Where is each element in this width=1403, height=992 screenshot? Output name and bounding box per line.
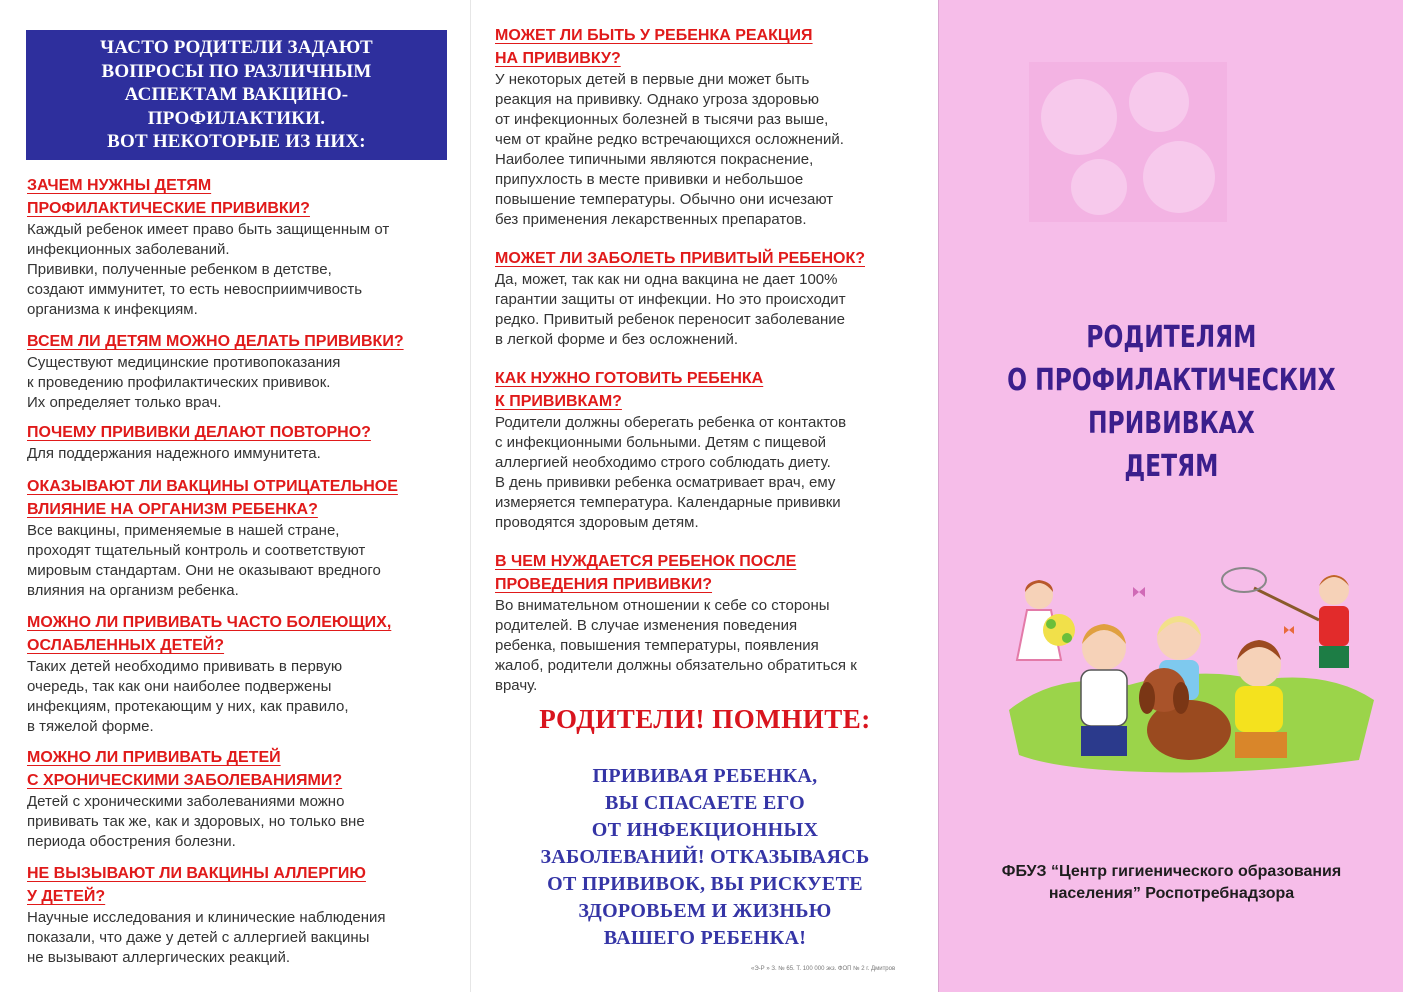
appeal-line: ЗДОРОВЬЕМ И ЖИЗНЬЮ [578, 900, 832, 922]
appeal-line: ВАШЕГО РЕБЕНКА! [603, 927, 807, 949]
children-with-dog-illustration [999, 560, 1379, 780]
answer-line: создают иммунитет, то есть невосприимчивость [27, 281, 363, 298]
org-line: ФБУЗ “Центр гигиенического образования [1001, 863, 1342, 880]
banner-line: ЧАСТО РОДИТЕЛИ ЗАДАЮТ [100, 37, 373, 58]
boy-three-pants [1235, 732, 1287, 758]
question-line: НА ПРИВИВКУ? [495, 50, 621, 67]
answer-line: аллергией необходимо строго соблюдать диету. [495, 454, 831, 471]
banner-line: ВОТ НЕКОТОРЫЕ ИЗ НИХ: [107, 131, 366, 152]
answer-line: с инфекционными больными. Детям с пищевой [495, 434, 827, 451]
answer-line: чем от крайне редко встречающихся осложнений. [495, 131, 844, 148]
qa-repeat [27, 421, 371, 464]
answer-line: показали, что даже у детей с аллергией вакцины [27, 929, 370, 946]
answer-line: Наиболее типичными являются покраснение, [495, 151, 814, 168]
answer-line: реакция на прививку. Однако угроза здоровью [495, 91, 820, 108]
cover-title-line: ПРИВИВКАХ [1087, 406, 1255, 441]
dog-ear [1139, 682, 1155, 714]
answer-line: инфекционных заболеваний. [27, 241, 230, 258]
butterfly-icon [1133, 587, 1145, 597]
flower-leaf [1046, 619, 1056, 629]
answer-line: проходят тщательный контроль и соответствуют [27, 542, 366, 559]
answer-text [27, 521, 398, 601]
answer-text [495, 70, 844, 230]
answer-text [27, 908, 386, 968]
flower-leaf [1062, 633, 1072, 643]
answer-line: без применения лекарственных препаратов. [495, 211, 807, 228]
decorative-pattern [1029, 62, 1227, 222]
boy-three-shirt [1235, 686, 1283, 732]
answer-line: от инфекционных болезней в тысячи раз выше, [495, 111, 829, 128]
qa-chronic [27, 746, 365, 852]
answer-line: Их определяет только врач. [27, 394, 222, 411]
appeal-line: ОТ ПРИВИВОК, ВЫ РИСКУЕТЕ [547, 873, 863, 895]
question-line: ПРОВЕДЕНИЯ ПРИВИВКИ? [495, 576, 713, 593]
question-line: С ХРОНИЧЕСКИМИ ЗАБОЛЕВАНИЯМИ? [27, 772, 343, 789]
answer-line: Да, может, так как ни одна вакцина не дает 100% [495, 271, 838, 288]
question-line: У ДЕТЕЙ? [27, 888, 106, 905]
question-line: В ЧЕМ НУЖДАЕТСЯ РЕБЕНОК ПОСЛЕ [495, 553, 797, 570]
answer-line: прививать так же, как и здоровых, но только вне [27, 813, 365, 830]
question-line: ОКАЗЫВАЮТ ЛИ ВАКЦИНЫ ОТРИЦАТЕЛЬНОЕ [27, 478, 398, 495]
cover-title-line: О ПРОФИЛАКТИЧЕСКИХ [1007, 363, 1336, 398]
dog-ear [1173, 682, 1189, 714]
question-heading [495, 550, 857, 596]
question-line: ПРОФИЛАКТИЧЕСКИЕ ПРИВИВКИ? [27, 200, 310, 217]
publisher-organization [939, 861, 1403, 905]
answer-line: в легкой форме и без осложнений. [495, 331, 739, 348]
answer-line: очередь, так как они наиболее подвержены [27, 678, 332, 695]
answer-line: Прививки, полученные ребенком в детстве, [27, 261, 332, 278]
answer-line: Детей с хроническими заболеваниями можно [27, 793, 345, 810]
cover-title-line: ДЕТЯМ [1124, 449, 1219, 484]
question-heading [27, 174, 389, 220]
answer-line: к проведению профилактических прививок. [27, 374, 331, 391]
answer-line: организма к инфекциям. [27, 301, 198, 318]
org-line: населения” Роспотребнадзора [1048, 885, 1295, 902]
question-heading [495, 367, 846, 413]
answer-line: Родители должны оберегать ребенка от контактов [495, 414, 847, 431]
question-line: МОЖНО ЛИ ПРИВИВАТЬ ДЕТЕЙ [27, 749, 281, 766]
appeal-text [471, 763, 939, 952]
answer-line: Существуют медицинские противопоказания [27, 354, 341, 371]
answer-line: периода обострения болезни. [27, 833, 236, 850]
answer-line: инфекциям, протекающим у них, как правило, [27, 698, 349, 715]
answer-line: жалоб, родители должны обязательно обратиться к [495, 657, 857, 674]
question-line: ВСЕМ ЛИ ДЕТЯМ МОЖНО ДЕЛАТЬ ПРИВИВКИ? [27, 333, 404, 350]
answer-line: припухлость в месте прививки и небольшое [495, 171, 804, 188]
question-line: МОЖЕТ ЛИ БЫТЬ У РЕБЕНКА РЕАКЦИЯ [495, 27, 813, 44]
question-line: ПОЧЕМУ ПРИВИВКИ ДЕЛАЮТ ПОВТОРНО? [27, 424, 371, 441]
parents-remember-heading: РОДИТЕЛИ! ПОМНИТЕ: [539, 704, 871, 734]
appeal-line: ЗАБОЛЕВАНИЙ! ОТКАЗЫВАЯСЬ [540, 846, 870, 868]
qa-why-vaccinate [27, 174, 389, 320]
answer-line: влияния на организм ребенка. [27, 582, 239, 599]
butterfly-icon [1284, 626, 1294, 634]
girl-two-head [1157, 616, 1201, 660]
question-heading [27, 611, 391, 657]
answer-line: в тяжелой форме. [27, 718, 154, 735]
answer-line: Для поддержания надежного иммунитета. [27, 445, 321, 462]
butterfly-net-handle [1254, 588, 1319, 620]
answer-line: Научные исследования и клинические наблюдения [27, 909, 386, 926]
answer-text [27, 353, 404, 413]
answer-line: родителей. В случае изменения поведения [495, 617, 798, 634]
banner-line: ПРОФИЛАКТИКИ. [147, 107, 326, 129]
boy-shirt [1319, 606, 1349, 646]
qa-reaction [495, 24, 844, 230]
boy-two-pants [1081, 726, 1127, 756]
answer-line: редко. Привитый ребенок переносит заболевание [495, 311, 845, 328]
qa-preparation [495, 367, 846, 533]
answer-text [495, 413, 846, 533]
question-heading [27, 330, 404, 353]
answer-line: врачу. [495, 677, 538, 694]
cover-panel [938, 0, 1403, 992]
answer-line: Во внимательном отношении к себе со стороны [495, 597, 830, 614]
boy-shorts [1319, 646, 1349, 668]
appeal-line: ВЫ СПАСАЕТЕ ЕГО [605, 792, 805, 814]
cover-title [990, 316, 1353, 488]
question-line: ЗАЧЕМ НУЖНЫ ДЕТЯМ [27, 177, 212, 194]
answer-text [27, 220, 389, 320]
answer-line: гарантии защиты от инфекции. Но это происходит [495, 291, 846, 308]
boy-two-shirt [1081, 670, 1127, 726]
answer-line: В день прививки ребенка осматривает врач, ему [495, 474, 836, 491]
answer-line: проводятся здоровым детям. [495, 514, 699, 531]
answer-text [495, 596, 857, 696]
intro-banner [26, 30, 447, 160]
answer-line: Каждый ребенок имеет право быть защищенным от [27, 221, 390, 238]
qa-negative-effect [27, 475, 398, 601]
answer-text [495, 270, 865, 350]
print-imprint: «Э-Р » З. № 65. Т. 100 000 экз. ФОП № 2 г. Дмитров [751, 966, 896, 972]
answer-line: повышение температуры. Обычно они исчезают [495, 191, 834, 208]
qa-after-vaccination [495, 550, 857, 696]
question-heading [27, 746, 365, 792]
qa-allergy [27, 862, 386, 968]
banner-line: ВОПРОСЫ ПО РАЗЛИЧНЫМ [101, 60, 372, 82]
question-heading [27, 421, 371, 444]
question-line: К ПРИВИВКАМ? [495, 393, 622, 410]
middle-panel [470, 0, 938, 992]
question-line: МОЖНО ЛИ ПРИВИВАТЬ ЧАСТО БОЛЕЮЩИХ, [27, 614, 392, 631]
answer-text [27, 444, 371, 464]
appeal-line: ОТ ИНФЕКЦИОННЫХ [591, 819, 819, 841]
answer-text [27, 792, 365, 852]
question-heading [495, 24, 844, 70]
answer-line: не вызывают аллергических реакций. [27, 949, 291, 966]
left-panel [0, 0, 470, 992]
question-heading [495, 247, 865, 270]
question-line: НЕ ВЫЗЫВАЮТ ЛИ ВАКЦИНЫ АЛЛЕРГИЮ [27, 865, 366, 882]
answer-text [27, 657, 391, 737]
cover-title-line: РОДИТЕЛЯМ [1086, 320, 1257, 355]
question-line: МОЖЕТ ЛИ ЗАБОЛЕТЬ ПРИВИТЫЙ РЕБЕНОК? [495, 250, 865, 267]
question-line: КАК НУЖНО ГОТОВИТЬ РЕБЕНКА [495, 370, 764, 387]
answer-line: ребенка, повышения температуры, появления [495, 637, 819, 654]
question-heading [27, 475, 398, 521]
answer-line: Таких детей необходимо прививать в первую [27, 658, 343, 675]
qa-vaccinated-sick [495, 247, 865, 350]
answer-line: Все вакцины, применяемые в нашей стране, [27, 522, 340, 539]
question-heading [27, 862, 386, 908]
question-line: ВЛИЯНИЕ НА ОРГАНИЗМ РЕБЕНКА? [27, 501, 318, 518]
appeal-line: ПРИВИВАЯ РЕБЕНКА, [592, 765, 818, 787]
butterfly-net [1222, 568, 1266, 592]
qa-sick-children [27, 611, 391, 737]
banner-line: АСПЕКТАМ ВАКЦИНО- [124, 84, 349, 105]
answer-line: мировым стандартам. Они не оказывают вредного [27, 562, 381, 579]
question-line: ОСЛАБЛЕННЫХ ДЕТЕЙ? [27, 637, 225, 654]
answer-line: измеряется температура. Календарные прививки [495, 494, 841, 511]
answer-line: У некоторых детей в первые дни может быть [495, 71, 810, 88]
qa-all-children [27, 330, 404, 413]
